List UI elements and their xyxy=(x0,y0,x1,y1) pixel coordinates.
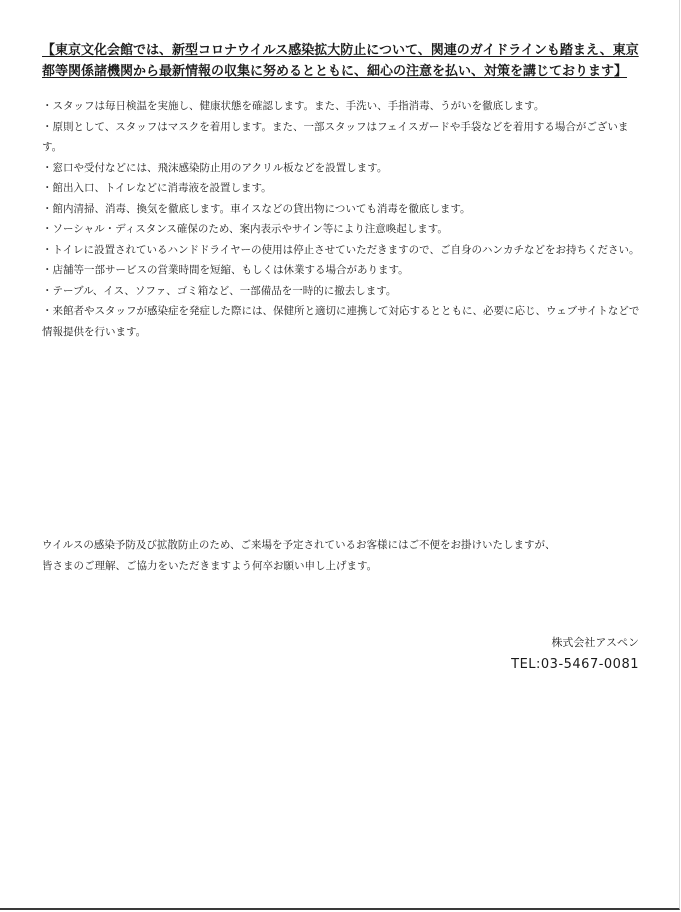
notice-item: ・トイレに設置されているハンドドライヤーの使用は停止させていただきますので、ご自身のハンカチなどをお持ちください。 xyxy=(42,243,640,256)
phone-number: TEL:03-5467-0081 xyxy=(511,657,639,672)
closing-line-2: 皆さまのご理解、ご協力をいただきますよう何卒お願い申し上げます。 xyxy=(42,559,378,572)
notice-item: ・原則として、スタッフはマスクを着用します。また、一部スタッフはフェイスガードや手袋などを着用する場合がございます。 xyxy=(42,120,629,153)
notice-item: ・テーブル、イス、ソファ、ゴミ箱など、一部備品を一時的に撤去します。 xyxy=(42,284,397,297)
notice-item: ・スタッフは毎日検温を実施し、健康状態を確認します。また、手洗い、手指消毒、うがいを徹底します。 xyxy=(42,100,545,112)
closing-message xyxy=(42,535,640,576)
closing-line-1: ウイルスの感染予防及び拡散防止のため、ご来場を予定されているお客様にはご不便をお掛けいたしますが、 xyxy=(42,539,556,551)
notice-item: ・店舗等一部サービスの営業時間を短縮、もしくは休業する場合があります。 xyxy=(42,264,409,276)
notice-item: ・ソーシャル・ディスタンス確保のため、案内表示やサイン等により注意喚起します。 xyxy=(42,223,448,235)
notice-heading: 【東京文化会館では、新型コロナウイルス感染拡大防止について、関連のガイドラインも踏まえ、東京都等関係諸機関から最新情報の収集に努めるとともに、細心の注意を払い、対策を講じております】 xyxy=(42,43,639,79)
notice-item: ・窓口や受付などには、飛沫感染防止用のアクリル板などを設置します。 xyxy=(42,161,388,174)
notice-list xyxy=(42,96,640,342)
notice-item: ・館出入口、トイレなどに消毒液を設置します。 xyxy=(42,182,272,194)
notice-item: ・館内清掃、消毒、換気を徹底します。車イスなどの貸出物についても消毒を徹底します。 xyxy=(42,202,471,215)
notice-item: ・来館者やスタッフが感染症を発症した際には、保健所と適切に連携して対応するとともに、必要に応じ、ウェブサイトなどで情報提供を行います。 xyxy=(42,305,640,338)
company-name: 株式会社アスペン xyxy=(551,636,639,649)
